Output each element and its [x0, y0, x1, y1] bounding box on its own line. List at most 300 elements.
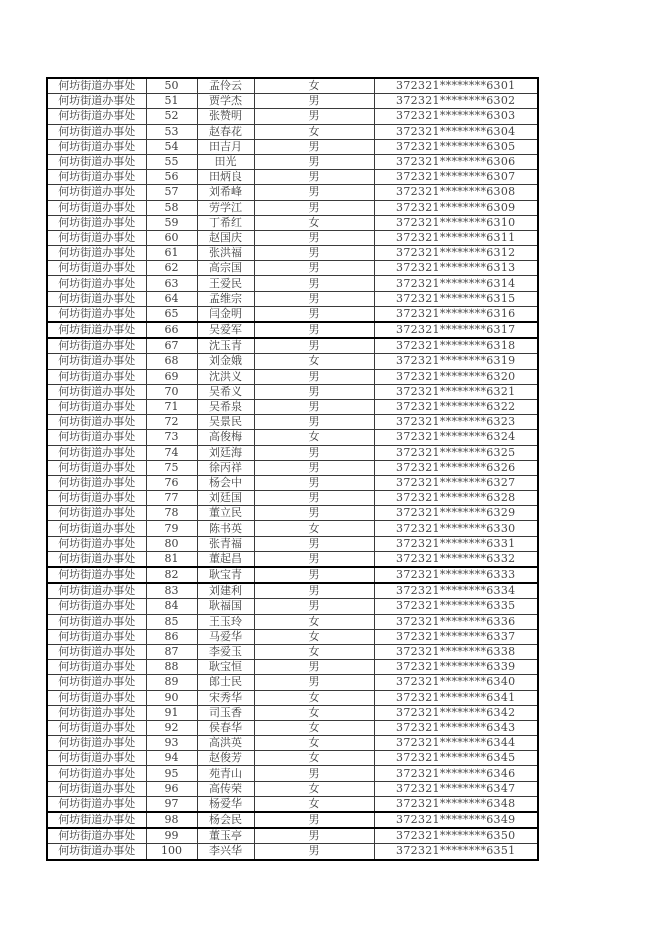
id-cell: 372321********6337: [374, 629, 538, 644]
name-cell: 沈洪义: [197, 369, 254, 384]
office-cell: 何坊街道办事处: [47, 415, 146, 430]
index-cell: 99: [146, 828, 197, 844]
table-row: [47, 475, 538, 490]
table-row: [47, 415, 538, 430]
index-cell: 82: [146, 567, 197, 583]
index-cell: 86: [146, 629, 197, 644]
index-cell: 79: [146, 521, 197, 536]
id-cell: 372321********6314: [374, 276, 538, 291]
name-cell: 郎士民: [197, 675, 254, 690]
name-cell: 侯春华: [197, 720, 254, 735]
name-cell: 陈书英: [197, 521, 254, 536]
office-cell: 何坊街道办事处: [47, 369, 146, 384]
name-cell: 李兴华: [197, 844, 254, 860]
gender-cell: 男: [254, 460, 374, 475]
table-row: [47, 384, 538, 399]
index-cell: 57: [146, 185, 197, 200]
gender-cell: 男: [254, 139, 374, 154]
spreadsheet-page: [46, 77, 539, 861]
table-row: [47, 124, 538, 139]
index-cell: 64: [146, 291, 197, 306]
id-cell: 372321********6311: [374, 230, 538, 245]
office-cell: 何坊街道办事处: [47, 261, 146, 276]
table-row: [47, 599, 538, 614]
table-row: [47, 430, 538, 445]
id-cell: 372321********6343: [374, 720, 538, 735]
index-cell: 62: [146, 261, 197, 276]
table-row: [47, 215, 538, 230]
table-row: [47, 828, 538, 844]
name-cell: 李爱玉: [197, 644, 254, 659]
id-cell: 372321********6347: [374, 781, 538, 796]
gender-cell: 男: [254, 154, 374, 169]
gender-cell: 男: [254, 828, 374, 844]
table-row: [47, 200, 538, 215]
name-cell: 沈玉青: [197, 338, 254, 354]
gender-cell: 男: [254, 306, 374, 322]
index-cell: 50: [146, 78, 197, 94]
office-cell: 何坊街道办事处: [47, 445, 146, 460]
name-cell: 耿宝青: [197, 567, 254, 583]
table-row: [47, 354, 538, 369]
name-cell: 闫金明: [197, 306, 254, 322]
name-cell: 吴希泉: [197, 399, 254, 414]
id-cell: 372321********6320: [374, 369, 538, 384]
name-cell: 赵俊芳: [197, 751, 254, 766]
office-cell: 何坊街道办事处: [47, 751, 146, 766]
table-row: [47, 246, 538, 261]
gender-cell: 男: [254, 369, 374, 384]
name-cell: 王爱民: [197, 276, 254, 291]
name-cell: 董立民: [197, 506, 254, 521]
office-cell: 何坊街道办事处: [47, 460, 146, 475]
table-row: [47, 781, 538, 796]
table-row: [47, 261, 538, 276]
id-cell: 372321********6351: [374, 844, 538, 860]
index-cell: 59: [146, 215, 197, 230]
office-cell: 何坊街道办事处: [47, 354, 146, 369]
index-cell: 100: [146, 844, 197, 860]
index-cell: 83: [146, 583, 197, 599]
table-row: [47, 306, 538, 322]
id-cell: 372321********6326: [374, 460, 538, 475]
id-cell: 372321********6325: [374, 445, 538, 460]
name-cell: 刘建利: [197, 583, 254, 599]
index-cell: 91: [146, 705, 197, 720]
gender-cell: 男: [254, 415, 374, 430]
name-cell: 赵国庆: [197, 230, 254, 245]
id-cell: 372321********6330: [374, 521, 538, 536]
id-cell: 372321********6305: [374, 139, 538, 154]
table-row: [47, 812, 538, 828]
id-cell: 372321********6316: [374, 306, 538, 322]
office-cell: 何坊街道办事处: [47, 675, 146, 690]
gender-cell: 女: [254, 720, 374, 735]
office-cell: 何坊街道办事处: [47, 614, 146, 629]
name-cell: 杨爱华: [197, 796, 254, 812]
id-cell: 372321********6332: [374, 551, 538, 567]
name-cell: 吴希义: [197, 384, 254, 399]
index-cell: 66: [146, 322, 197, 338]
office-cell: 何坊街道办事处: [47, 796, 146, 812]
name-cell: 孟伶云: [197, 78, 254, 94]
index-cell: 54: [146, 139, 197, 154]
office-cell: 何坊街道办事处: [47, 644, 146, 659]
index-cell: 92: [146, 720, 197, 735]
gender-cell: 男: [254, 200, 374, 215]
table-row: [47, 536, 538, 551]
id-cell: 372321********6306: [374, 154, 538, 169]
table-row: [47, 78, 538, 94]
index-cell: 61: [146, 246, 197, 261]
id-cell: 372321********6336: [374, 614, 538, 629]
name-cell: 田吉月: [197, 139, 254, 154]
office-cell: 何坊街道办事处: [47, 567, 146, 583]
id-cell: 372321********6348: [374, 796, 538, 812]
office-cell: 何坊街道办事处: [47, 338, 146, 354]
gender-cell: 男: [254, 567, 374, 583]
table-row: [47, 736, 538, 751]
gender-cell: 男: [254, 94, 374, 109]
id-cell: 372321********6333: [374, 567, 538, 583]
index-cell: 69: [146, 369, 197, 384]
office-cell: 何坊街道办事处: [47, 690, 146, 705]
index-cell: 84: [146, 599, 197, 614]
office-cell: 何坊街道办事处: [47, 629, 146, 644]
gender-cell: 男: [254, 583, 374, 599]
gender-cell: 男: [254, 766, 374, 781]
index-cell: 74: [146, 445, 197, 460]
table-row: [47, 844, 538, 860]
name-cell: 吴景民: [197, 415, 254, 430]
office-cell: 何坊街道办事处: [47, 475, 146, 490]
name-cell: 贾学杰: [197, 94, 254, 109]
id-cell: 372321********6344: [374, 736, 538, 751]
table-row: [47, 751, 538, 766]
office-cell: 何坊街道办事处: [47, 230, 146, 245]
name-cell: 马爱华: [197, 629, 254, 644]
id-cell: 372321********6327: [374, 475, 538, 490]
name-cell: 赵春花: [197, 124, 254, 139]
table-row: [47, 369, 538, 384]
name-cell: 张青福: [197, 536, 254, 551]
table-row: [47, 154, 538, 169]
id-cell: 372321********6312: [374, 246, 538, 261]
index-cell: 56: [146, 170, 197, 185]
gender-cell: 男: [254, 170, 374, 185]
gender-cell: 女: [254, 614, 374, 629]
roster-table-body: [47, 78, 538, 860]
table-row: [47, 614, 538, 629]
index-cell: 85: [146, 614, 197, 629]
gender-cell: 男: [254, 445, 374, 460]
index-cell: 98: [146, 812, 197, 828]
name-cell: 张洪福: [197, 246, 254, 261]
index-cell: 87: [146, 644, 197, 659]
name-cell: 董玉亭: [197, 828, 254, 844]
gender-cell: 女: [254, 705, 374, 720]
table-row: [47, 170, 538, 185]
office-cell: 何坊街道办事处: [47, 246, 146, 261]
table-row: [47, 705, 538, 720]
office-cell: 何坊街道办事处: [47, 124, 146, 139]
gender-cell: 男: [254, 246, 374, 261]
index-cell: 94: [146, 751, 197, 766]
index-cell: 51: [146, 94, 197, 109]
id-cell: 372321********6318: [374, 338, 538, 354]
office-cell: 何坊街道办事处: [47, 276, 146, 291]
name-cell: 董起昌: [197, 551, 254, 567]
name-cell: 刘廷海: [197, 445, 254, 460]
id-cell: 372321********6346: [374, 766, 538, 781]
name-cell: 高俊梅: [197, 430, 254, 445]
name-cell: 苑青山: [197, 766, 254, 781]
gender-cell: 女: [254, 430, 374, 445]
name-cell: 高洪英: [197, 736, 254, 751]
name-cell: 司玉香: [197, 705, 254, 720]
id-cell: 372321********6301: [374, 78, 538, 94]
id-cell: 372321********6331: [374, 536, 538, 551]
table-row: [47, 506, 538, 521]
name-cell: 吴爱军: [197, 322, 254, 338]
table-row: [47, 521, 538, 536]
table-row: [47, 445, 538, 460]
table-row: [47, 399, 538, 414]
index-cell: 95: [146, 766, 197, 781]
office-cell: 何坊街道办事处: [47, 94, 146, 109]
gender-cell: 女: [254, 781, 374, 796]
office-cell: 何坊街道办事处: [47, 170, 146, 185]
office-cell: 何坊街道办事处: [47, 430, 146, 445]
office-cell: 何坊街道办事处: [47, 306, 146, 322]
table-row: [47, 629, 538, 644]
gender-cell: 男: [254, 675, 374, 690]
office-cell: 何坊街道办事处: [47, 215, 146, 230]
id-cell: 372321********6342: [374, 705, 538, 720]
id-cell: 372321********6322: [374, 399, 538, 414]
gender-cell: 女: [254, 215, 374, 230]
index-cell: 93: [146, 736, 197, 751]
gender-cell: 男: [254, 491, 374, 506]
office-cell: 何坊街道办事处: [47, 844, 146, 860]
id-cell: 372321********6329: [374, 506, 538, 521]
id-cell: 372321********6317: [374, 322, 538, 338]
id-cell: 372321********6304: [374, 124, 538, 139]
name-cell: 耿宝恒: [197, 660, 254, 675]
name-cell: 孟维宗: [197, 291, 254, 306]
id-cell: 372321********6321: [374, 384, 538, 399]
gender-cell: 男: [254, 261, 374, 276]
table-row: [47, 766, 538, 781]
id-cell: 372321********6339: [374, 660, 538, 675]
office-cell: 何坊街道办事处: [47, 766, 146, 781]
index-cell: 90: [146, 690, 197, 705]
office-cell: 何坊街道办事处: [47, 139, 146, 154]
index-cell: 52: [146, 109, 197, 124]
office-cell: 何坊街道办事处: [47, 536, 146, 551]
table-row: [47, 567, 538, 583]
gender-cell: 男: [254, 109, 374, 124]
office-cell: 何坊街道办事处: [47, 109, 146, 124]
table-row: [47, 675, 538, 690]
id-cell: 372321********6350: [374, 828, 538, 844]
gender-cell: 女: [254, 751, 374, 766]
index-cell: 88: [146, 660, 197, 675]
index-cell: 53: [146, 124, 197, 139]
table-row: [47, 720, 538, 735]
index-cell: 96: [146, 781, 197, 796]
office-cell: 何坊街道办事处: [47, 736, 146, 751]
office-cell: 何坊街道办事处: [47, 521, 146, 536]
office-cell: 何坊街道办事处: [47, 828, 146, 844]
name-cell: 田光: [197, 154, 254, 169]
index-cell: 67: [146, 338, 197, 354]
index-cell: 73: [146, 430, 197, 445]
id-cell: 372321********6323: [374, 415, 538, 430]
id-cell: 372321********6313: [374, 261, 538, 276]
gender-cell: 男: [254, 384, 374, 399]
name-cell: 刘廷国: [197, 491, 254, 506]
gender-cell: 女: [254, 354, 374, 369]
table-row: [47, 276, 538, 291]
name-cell: 高宗国: [197, 261, 254, 276]
index-cell: 72: [146, 415, 197, 430]
index-cell: 63: [146, 276, 197, 291]
office-cell: 何坊街道办事处: [47, 781, 146, 796]
id-cell: 372321********6324: [374, 430, 538, 445]
index-cell: 70: [146, 384, 197, 399]
gender-cell: 女: [254, 629, 374, 644]
office-cell: 何坊街道办事处: [47, 384, 146, 399]
gender-cell: 男: [254, 399, 374, 414]
index-cell: 80: [146, 536, 197, 551]
table-row: [47, 109, 538, 124]
index-cell: 58: [146, 200, 197, 215]
id-cell: 372321********6319: [374, 354, 538, 369]
index-cell: 81: [146, 551, 197, 567]
gender-cell: 男: [254, 230, 374, 245]
name-cell: 徐丙祥: [197, 460, 254, 475]
index-cell: 76: [146, 475, 197, 490]
table-row: [47, 491, 538, 506]
name-cell: 王玉玲: [197, 614, 254, 629]
id-cell: 372321********6309: [374, 200, 538, 215]
gender-cell: 男: [254, 812, 374, 828]
id-cell: 372321********6338: [374, 644, 538, 659]
table-row: [47, 660, 538, 675]
index-cell: 71: [146, 399, 197, 414]
id-cell: 372321********6345: [374, 751, 538, 766]
index-cell: 77: [146, 491, 197, 506]
gender-cell: 男: [254, 844, 374, 860]
id-cell: 372321********6315: [374, 291, 538, 306]
gender-cell: 女: [254, 736, 374, 751]
gender-cell: 男: [254, 599, 374, 614]
id-cell: 372321********6334: [374, 583, 538, 599]
index-cell: 97: [146, 796, 197, 812]
gender-cell: 女: [254, 644, 374, 659]
name-cell: 丁希红: [197, 215, 254, 230]
office-cell: 何坊街道办事处: [47, 506, 146, 521]
office-cell: 何坊街道办事处: [47, 154, 146, 169]
name-cell: 张赞明: [197, 109, 254, 124]
office-cell: 何坊街道办事处: [47, 660, 146, 675]
name-cell: 耿福国: [197, 599, 254, 614]
id-cell: 372321********6307: [374, 170, 538, 185]
name-cell: 高传荣: [197, 781, 254, 796]
index-cell: 65: [146, 306, 197, 322]
office-cell: 何坊街道办事处: [47, 599, 146, 614]
name-cell: 田炳良: [197, 170, 254, 185]
table-row: [47, 185, 538, 200]
name-cell: 刘希峰: [197, 185, 254, 200]
table-row: [47, 94, 538, 109]
office-cell: 何坊街道办事处: [47, 399, 146, 414]
gender-cell: 女: [254, 690, 374, 705]
name-cell: 劳学江: [197, 200, 254, 215]
office-cell: 何坊街道办事处: [47, 322, 146, 338]
id-cell: 372321********6310: [374, 215, 538, 230]
roster-table: [46, 77, 539, 861]
gender-cell: 男: [254, 322, 374, 338]
table-row: [47, 551, 538, 567]
index-cell: 89: [146, 675, 197, 690]
id-cell: 372321********6335: [374, 599, 538, 614]
table-row: [47, 460, 538, 475]
office-cell: 何坊街道办事处: [47, 185, 146, 200]
gender-cell: 女: [254, 78, 374, 94]
id-cell: 372321********6303: [374, 109, 538, 124]
table-row: [47, 322, 538, 338]
gender-cell: 男: [254, 291, 374, 306]
index-cell: 78: [146, 506, 197, 521]
table-row: [47, 583, 538, 599]
id-cell: 372321********6308: [374, 185, 538, 200]
name-cell: 宋秀华: [197, 690, 254, 705]
office-cell: 何坊街道办事处: [47, 491, 146, 506]
id-cell: 372321********6340: [374, 675, 538, 690]
name-cell: 杨会中: [197, 475, 254, 490]
index-cell: 75: [146, 460, 197, 475]
gender-cell: 女: [254, 124, 374, 139]
office-cell: 何坊街道办事处: [47, 78, 146, 94]
index-cell: 68: [146, 354, 197, 369]
office-cell: 何坊街道办事处: [47, 551, 146, 567]
index-cell: 55: [146, 154, 197, 169]
name-cell: 杨会民: [197, 812, 254, 828]
table-row: [47, 796, 538, 812]
id-cell: 372321********6349: [374, 812, 538, 828]
gender-cell: 女: [254, 796, 374, 812]
table-row: [47, 139, 538, 154]
table-row: [47, 291, 538, 306]
office-cell: 何坊街道办事处: [47, 291, 146, 306]
gender-cell: 男: [254, 338, 374, 354]
table-row: [47, 644, 538, 659]
gender-cell: 男: [254, 551, 374, 567]
id-cell: 372321********6302: [374, 94, 538, 109]
gender-cell: 男: [254, 506, 374, 521]
table-row: [47, 338, 538, 354]
name-cell: 刘金娥: [197, 354, 254, 369]
id-cell: 372321********6328: [374, 491, 538, 506]
office-cell: 何坊街道办事处: [47, 583, 146, 599]
gender-cell: 男: [254, 536, 374, 551]
gender-cell: 男: [254, 475, 374, 490]
table-row: [47, 690, 538, 705]
gender-cell: 男: [254, 276, 374, 291]
index-cell: 60: [146, 230, 197, 245]
